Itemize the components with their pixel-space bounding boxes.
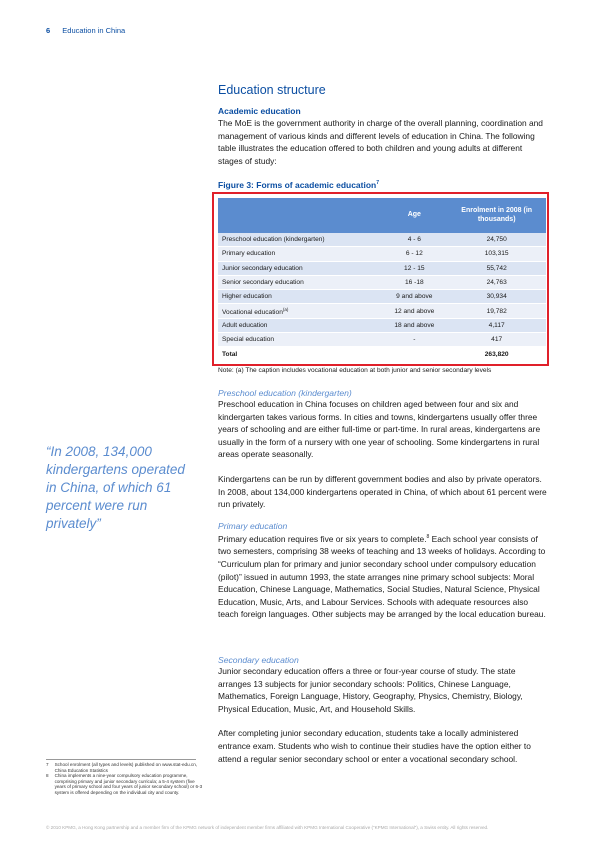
header-cell-type [218, 198, 381, 233]
row-name: Junior secondary education [218, 261, 381, 275]
row-name: Special education [218, 333, 381, 347]
page-number: 6 [46, 26, 51, 35]
primary-paragraph [218, 531, 548, 621]
table-total-row [218, 347, 546, 361]
section-title: Education structure [218, 83, 326, 97]
footnote-item [46, 762, 206, 773]
row-note-ref: (a) [282, 306, 289, 312]
row-enrolment: 417 [447, 333, 546, 347]
figure-title-text: Figure 3: Forms of academic education [218, 180, 377, 190]
footnote-item [46, 773, 206, 795]
footnote-text: School enrolment (all types and levels) published on www.stat-edu.cn, China Education Statistics [54, 762, 198, 773]
row-age: - [381, 333, 447, 347]
row-name: Senior secondary education [218, 275, 381, 289]
table-row [218, 261, 546, 275]
table-row [218, 318, 546, 332]
row-name: Preschool education (kindergarten) [218, 233, 381, 247]
footnote-number: 8 [46, 773, 49, 779]
primary-heading: Primary education [218, 521, 288, 531]
row-name-cell [218, 304, 381, 318]
figure-title [218, 180, 379, 190]
secondary-heading: Secondary education [218, 655, 299, 665]
row-age: 12 - 15 [381, 261, 447, 275]
header-cell-enrolment: Enrolment in 2008 (in thousands) [447, 198, 546, 233]
header-cell-age: Age [381, 198, 447, 233]
table-note: Note: (a) The caption includes vocational education at both junior and senior secondary levels [218, 367, 492, 374]
total-label: Total [218, 347, 381, 361]
figure-footnote-ref: 7 [376, 180, 380, 187]
preschool-heading: Preschool education (kindergarten) [218, 388, 352, 398]
table-row [218, 247, 546, 261]
secondary-paragraph-1: Junior secondary education offers a three or four-year course of study. The state arranges 13 subjects for junior secondary schools: Politics, Chinese Language, Mathematics, Foreign Language, History, Geography, Physics, Chemistry, Biology, Physical Education, Music, Art, and Household Skills. [218, 666, 523, 714]
section-subtitle: Academic education [218, 106, 301, 116]
pull-quote: “In 2008, 134,000 kindergartens operated in China, of which 61 percent were run privately” [46, 444, 185, 531]
row-age: 12 and above [381, 304, 447, 318]
header-title: Education in China [62, 26, 126, 35]
academic-education-table [218, 198, 546, 362]
row-enrolment: 55,742 [447, 261, 546, 275]
row-enrolment: 24,763 [447, 275, 546, 289]
preschool-paragraph-2: Kindergartens can be run by different government bodies and also by private operators. In 2008, about 134,000 kindergartens operated in China, of which about 61 percent were run privately. [218, 473, 547, 510]
intro-paragraph: The MoE is the government authority in charge of the overall planning, coordination and management of various kinds and different levels of education in China. The following table illustrates the education offered to both children and young adults at different stages of study: [218, 118, 543, 166]
running-header [46, 26, 125, 35]
total-age-empty [381, 347, 447, 361]
row-age: 18 and above [381, 318, 447, 332]
primary-text-a: Primary education requires five or six years to complete. [218, 533, 427, 544]
total-enrolment: 263,820 [447, 347, 546, 361]
primary-footnote-ref: 8 [426, 534, 430, 540]
row-enrolment: 103,315 [447, 247, 546, 261]
table-row [218, 233, 546, 247]
row-age: 4 - 6 [381, 233, 447, 247]
row-name: Primary education [218, 247, 381, 261]
row-name: Vocational education [222, 308, 283, 316]
footnote-text: China implements a nine-year compulsory education programme, comprising primary and junior secondary curricula; a 5-4 system (five years of primary school and four years of junior secondary school) or 6-3 system is offered depending on the individual city and county. [54, 773, 203, 795]
copyright-footer: © 2010 KPMG, a Hong Kong partnership and a member firm of the KPMG network of independent member firms affiliated with KPMG International Cooperative (“KPMG International”), a Swiss entity. All rights reserved. [46, 825, 489, 830]
table-row [218, 275, 546, 289]
primary-text-b: Each school year consists of two semesters, comprising 38 weeks of teaching and 13 weeks of holidays. According to “Curriculum plan for primary and junior secondary school under compulsory education (pilot)” issued in autumn 1993, the state arranges nine primary school subjects: Moral Education, Chinese Language, Mathematics, Social Studies, Natural Science, Physical Education, Music, Arts, and Labour Services. Schools with adequate resources also teach foreign languages. Other subjects may be arranged by the local education bureau. [218, 533, 546, 620]
row-enrolment: 4,117 [447, 318, 546, 332]
secondary-paragraph-2: After completing junior secondary education, students take a locally administered entrance exam. Students who wish to continue their studies have the option either to attend a regular senior secondary school or enter a vocational secondary school. [218, 728, 531, 764]
footnotes [46, 762, 206, 796]
row-age: 9 and above [381, 290, 447, 304]
row-age: 16 -18 [381, 275, 447, 289]
preschool-section [218, 388, 548, 511]
row-enrolment: 30,934 [447, 290, 546, 304]
table-row [218, 304, 546, 318]
primary-section [218, 521, 548, 621]
row-age: 6 - 12 [381, 247, 447, 261]
secondary-section [218, 655, 548, 765]
row-enrolment: 24,750 [447, 233, 546, 247]
footnote-divider [46, 759, 196, 760]
table-header-row [218, 198, 546, 233]
table-row [218, 333, 546, 347]
row-name: Higher education [218, 290, 381, 304]
table-row [218, 290, 546, 304]
row-enrolment: 19,782 [447, 304, 546, 318]
footnote-number: 7 [46, 762, 49, 767]
preschool-paragraph-1: Preschool education in China focuses on children aged between four and six and kindergarten takes various forms. In cities and towns, kindergartens usually offer three years of schooling and are either full-time or part-time. In rural areas, kindergartens are usually in the form of a nursery with one year of schooling. Some kindergartens in rural areas operate seasonally. [218, 399, 541, 460]
row-name: Adult education [218, 318, 381, 332]
